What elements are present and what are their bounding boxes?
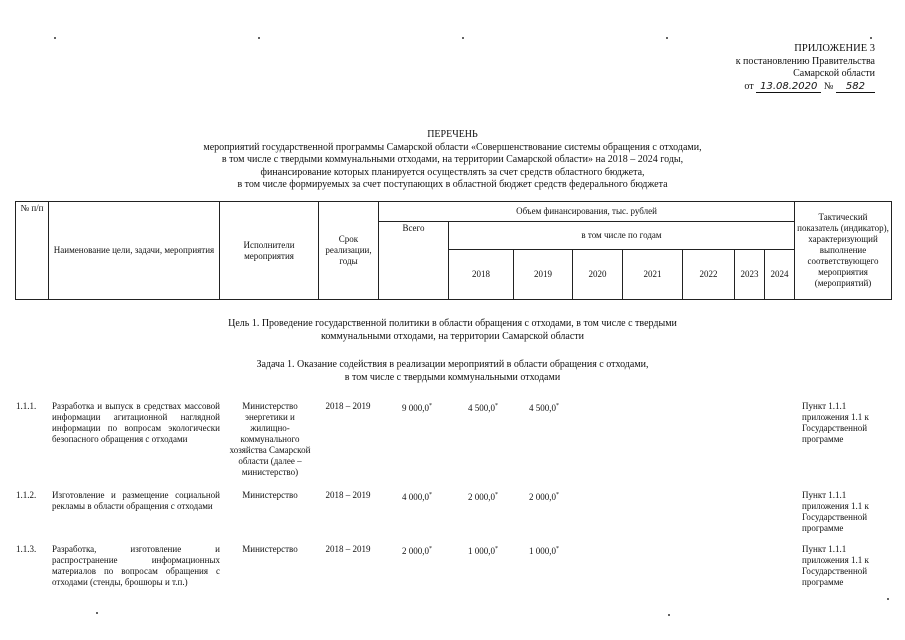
task-block — [0, 359, 905, 384]
header-indicator: Тактический показатель (индикатор), характеризующий выполнение соответствующего мероприятия (мероприятий) — [795, 202, 892, 300]
row-2018: 2 000,0* — [468, 492, 498, 502]
scan-dot — [258, 37, 260, 39]
row-term: 2018 – 2019 — [325, 544, 371, 554]
annex-number: 582 — [836, 81, 875, 93]
scan-dot — [54, 37, 56, 39]
row-term: 2018 – 2019 — [325, 401, 371, 411]
header-num: № п/п — [16, 202, 49, 300]
annex-date-line — [665, 81, 875, 94]
row-indicator: Пункт 1.1.1 приложения 1.1 к Государственной программе — [802, 544, 869, 587]
annex-date: 13.08.2020 — [756, 81, 821, 93]
header-year: 2022 — [683, 250, 735, 300]
row-indicator: Пункт 1.1.1 приложения 1.1 к Государственной программе — [802, 401, 869, 444]
scan-dot — [462, 37, 464, 39]
header-name: Наименование цели, задачи, мероприятия — [49, 202, 220, 300]
header-funding: Объем финансирования, тыс. рублей — [379, 202, 795, 222]
task-line: Задача 1. Оказание содействия в реализации мероприятий в области обращения с отходами, — [256, 359, 649, 370]
goal-line: коммунальными отходами, на территории Самарской области — [320, 330, 585, 342]
row-name: Разработка и выпуск в средствах массовой информации агитационной наглядной информации по вопросам экологически безопасного обращения с отходами — [52, 401, 220, 444]
annex-line1: к постановлению Правительства — [735, 55, 875, 67]
heading-line: финансирование которых планируется осуществлять за счет средств областного бюджета, — [260, 166, 645, 178]
row-2018: 4 500,0* — [468, 403, 498, 413]
document-heading — [0, 129, 905, 192]
row-executor: Министерство — [242, 490, 298, 500]
heading-title: ПЕРЕЧЕНЬ — [427, 129, 478, 140]
row-name: Изготовление и размещение социальной рекламы в области обращения с отходами — [52, 490, 220, 511]
header-year: 2021 — [623, 250, 683, 300]
header-year: 2020 — [573, 250, 623, 300]
row-2019: 1 000,0* — [529, 546, 559, 556]
row-name: Разработка, изготовление и распространение информационных материалов по вопросам обращения с отходами (стенды, брошюры и т.п.) — [52, 544, 220, 587]
annex-title: ПРИЛОЖЕНИЕ 3 — [794, 43, 875, 54]
annex-date-prefix: от — [744, 80, 754, 92]
scan-dot — [96, 612, 98, 614]
task-line: в том числе с твердыми коммунальными отходами — [344, 371, 561, 383]
row-term: 2018 – 2019 — [325, 490, 371, 500]
header-term: Срок реализации, годы — [319, 202, 379, 300]
row-num: 1.1.3. — [16, 544, 37, 554]
row-total: 9 000,0* — [402, 403, 432, 413]
annex-line2: Самарской области — [793, 68, 875, 79]
header-total: Всего — [379, 222, 449, 300]
row-2019: 2 000,0* — [529, 492, 559, 502]
annex-block — [665, 43, 875, 93]
header-by-years: в том числе по годам — [449, 222, 795, 250]
row-executor: Министерство энергетики и жилищно-коммунального хозяйства Самарской области (далее – министерство) — [229, 401, 311, 477]
header-year: 2019 — [514, 250, 573, 300]
table-header — [15, 201, 892, 300]
row-executor: Министерство — [242, 544, 298, 554]
header-year: 2024 — [765, 250, 795, 300]
header-year: 2018 — [449, 250, 514, 300]
scan-dot — [666, 37, 668, 39]
scan-dot — [668, 614, 670, 616]
scan-dot — [870, 37, 872, 39]
goal-line: Цель 1. Проведение государственной политики в области обращения с отходами, в том числе с твердыми — [228, 318, 677, 329]
row-2018: 1 000,0* — [468, 546, 498, 556]
heading-line: мероприятий государственной программы Самарской области «Совершенствование системы обращения с отходами, — [203, 141, 702, 153]
row-num: 1.1.1. — [16, 401, 37, 411]
row-total: 2 000,0* — [402, 546, 432, 556]
heading-line: в том числе с твердыми коммунальными отходами, на территории Самарской области» на 2018 – 2024 годы, — [221, 154, 684, 165]
header-executors: Исполнители мероприятия — [220, 202, 319, 300]
goal-block — [0, 318, 905, 343]
row-2019: 4 500,0* — [529, 403, 559, 413]
header-year: 2023 — [735, 250, 765, 300]
row-total: 4 000,0* — [402, 492, 432, 502]
row-indicator: Пункт 1.1.1 приложения 1.1 к Государственной программе — [802, 490, 869, 533]
annex-number-prefix: № — [823, 80, 834, 92]
heading-line: в том числе формируемых за счет поступающих в областной бюджет средств федерального бюджета — [237, 179, 668, 190]
row-num: 1.1.2. — [16, 490, 37, 500]
scan-dot — [887, 598, 889, 600]
